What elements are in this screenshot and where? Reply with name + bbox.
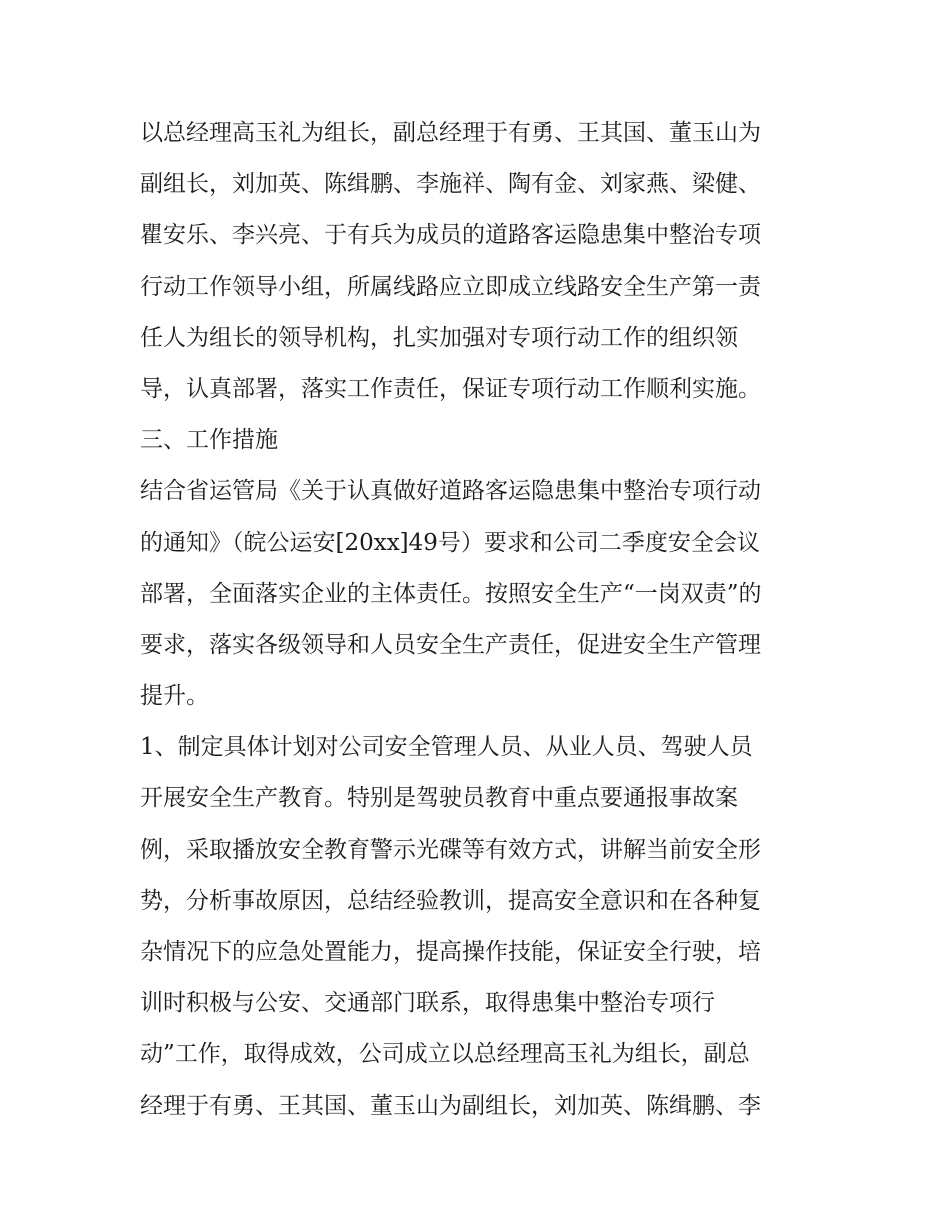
text-line: 导，认真部署，落实工作责任，保证专项行动工作顺利实施。 xyxy=(140,375,761,402)
text-line: 训时积极与公安、交通部门联系，取得患集中整治专项行 xyxy=(140,990,715,1017)
text-line: 经理于有勇、王其国、董玉山为副组长，刘加英、陈缉鹏、李 xyxy=(140,1092,761,1119)
text-line: 任人为组长的领导机构，扎实加强对专项行动工作的组织领 xyxy=(140,324,738,351)
text-line: 要求，落实各级领导和人员安全生产责任，促进安全生产管理 xyxy=(140,631,761,658)
text-line: 提升。 xyxy=(140,683,209,710)
text-line: 以总经理高玉礼为组长，副总经理于有勇、王其国、董玉山为 xyxy=(140,120,761,146)
text-line: 的通知》（皖公运安[20xx]49号）要求和公司二季度安全会议 xyxy=(140,529,760,556)
text-line: 势，分析事故原因，总结经验教训，提高安全意识和在各种复 xyxy=(140,887,761,914)
text-line: 瞿安乐、李兴亮、于有兵为成员的道路客运隐患集中整治专项 xyxy=(140,222,761,249)
text-line: 开展安全生产教育。特别是驾驶员教育中重点要通报事故案 xyxy=(140,785,738,812)
text-line: 例，采取播放安全教育警示光碟等有效方式，讲解当前安全形 xyxy=(140,836,761,863)
document-body xyxy=(140,108,830,1132)
text-line: 杂情况下的应急处置能力，提高操作技能，保证安全行驶，培 xyxy=(140,939,761,965)
text-line: 动”工作，取得成效，公司成立以总经理高玉礼为组长，副总 xyxy=(140,1041,750,1068)
section-heading: 三、工作措施 xyxy=(140,427,278,454)
text-line: 副组长，刘加英、陈缉鹏、李施祥、陶有金、刘家燕、梁健、 xyxy=(140,171,761,198)
text-line: 1、制定具体计划对公司安全管理人员、从业人员、驾驶人员 xyxy=(140,734,753,761)
text-line: 部署，全面落实企业的主体责任。按照安全生产“一岗双责”的 xyxy=(140,580,762,607)
text-line: 行动工作领导小组，所属线路应立即成立线路安全生产第一责 xyxy=(140,273,761,300)
text-line: 结合省运管局《关于认真做好道路客运隐患集中整治专项行动 xyxy=(140,478,761,505)
